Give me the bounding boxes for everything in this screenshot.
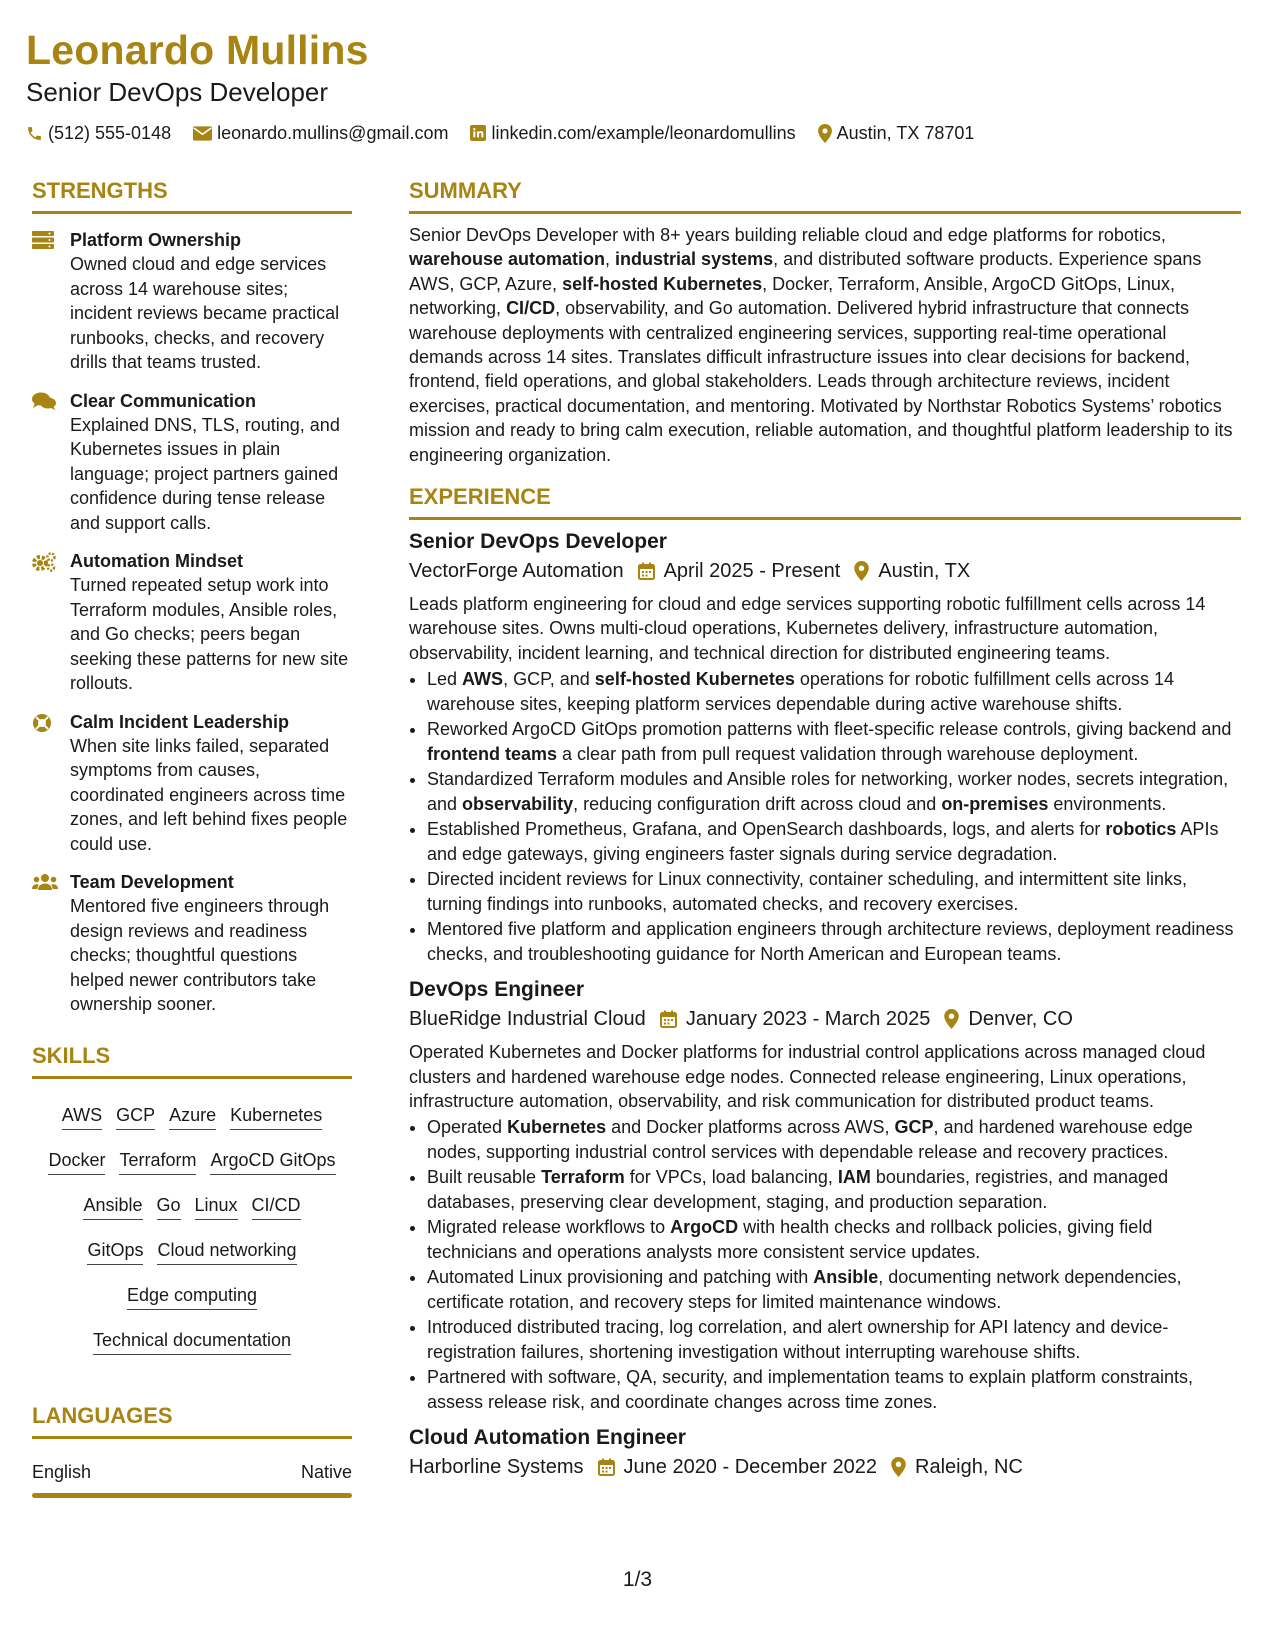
- job-title: Cloud Automation Engineer: [409, 1426, 686, 1450]
- text-run: Led: [427, 669, 463, 690]
- bold-keyword: robotics: [1105, 819, 1177, 840]
- text-run: , and hardened warehouse edge nodes, supporting industrial control services with dependable release and recovery practices.: [427, 1117, 1193, 1162]
- resume-header: [26, 26, 1246, 144]
- bold-keyword: frontend teams: [427, 743, 558, 764]
- job-location: [944, 1006, 1072, 1032]
- strength-desc: Owned cloud and edge services across 14 warehouse sites; incident reviews became practical runbooks, checks, and recovery drills that teams trusted.: [70, 254, 340, 372]
- job-bullet: [427, 1265, 1241, 1314]
- job-description: Leads platform engineering for cloud and edge services supporting robotic fulfillment cells across 14 warehouse sites. Owns multi-cloud operations, Kubernetes delivery, infrastructure automation, observability, incident learning, and technical direction for distributed engineering teams.: [409, 594, 1206, 663]
- text-run: boundaries, registries, and managed databases, preserving clear development, staging, and production separation.: [427, 1167, 1169, 1212]
- summary-section: [409, 178, 1241, 467]
- skill-tag: GCP: [116, 1104, 155, 1130]
- job-bullets: [409, 1115, 1241, 1414]
- job-bullet: [427, 1365, 1241, 1414]
- calendar-icon: [598, 1458, 615, 1476]
- skill-tag: Azure: [169, 1104, 216, 1130]
- job-company: [409, 558, 624, 584]
- text-run: , reducing configuration drift across cloud and: [573, 793, 942, 814]
- jobs-list: [409, 528, 1241, 1480]
- linkedin-text: linkedin.com/example/leonardomullins: [491, 123, 796, 143]
- skill-tag: Technical documentation: [93, 1329, 291, 1355]
- job-meta: [409, 558, 1241, 584]
- bold-keyword: self-hosted Kubernetes: [594, 669, 795, 690]
- chat-icon: [32, 392, 56, 410]
- contact-linkedin[interactable]: [470, 122, 795, 144]
- contact-phone[interactable]: [26, 122, 171, 144]
- contact-location: [818, 122, 975, 144]
- company-name: BlueRidge Industrial Cloud: [409, 1008, 646, 1031]
- job-location: [854, 558, 970, 584]
- linkedin-icon: [470, 125, 486, 141]
- text-run: Reworked ArgoCD GitOps promotion patterns with fleet-specific release controls, giving backend and: [427, 719, 1232, 740]
- job-title: DevOps Engineer: [409, 978, 585, 1002]
- job-bullet: [427, 1315, 1241, 1364]
- section-divider: [32, 1436, 352, 1439]
- strength-title: Clear Communication: [70, 390, 257, 411]
- calendar-icon: [660, 1010, 677, 1028]
- text-run: , and distributed software products. Experience spans AWS, GCP, Azure,: [409, 249, 1202, 294]
- job-bullet: [427, 867, 1241, 916]
- section-divider: [409, 517, 1241, 520]
- text-run: Automated Linux provisioning and patching with: [427, 1267, 814, 1288]
- text-run: with health checks and rollback policies, giving field technicians and operations analysts more consistent service updates.: [427, 1217, 1153, 1262]
- skill-tag: AWS: [62, 1104, 102, 1130]
- languages-section: [32, 1403, 352, 1498]
- skill-tag: Edge computing: [127, 1284, 257, 1310]
- text-run: , documenting network dependencies, certificate rotation, and recovery steps for limited maintenance windows.: [427, 1267, 1182, 1312]
- job-entry: [409, 976, 1241, 1414]
- strength-item: [32, 870, 352, 1017]
- skills-row: [32, 1273, 352, 1318]
- language-level: Native: [300, 1461, 352, 1482]
- candidate-name: Leonardo Mullins: [26, 27, 369, 73]
- strength-item: [32, 389, 352, 536]
- job-entry: [409, 528, 1241, 966]
- strength-item: [32, 549, 352, 696]
- job-bullet: [427, 1215, 1241, 1264]
- job-description: Operated Kubernetes and Docker platforms for industrial control applications across managed cloud clusters and hardened warehouse edge nodes. Connected release engineering, Linux operations, infrastructure automation, observability, and risk communication for distributed product teams.: [409, 1042, 1206, 1111]
- text-run: , observability, and Go automation. Delivered hybrid infrastructure that connects warehouse deployments with centralized engineering services, supporting real-time operational demands across 14 sites. Translates difficult infrastructure issues into clear decisions for backend, frontend, field operations, and global stakeholders. Leads through architecture reviews, incident exercises, practical documentation, and mentoring. Motivated by Northstar Robotics Systems’ robotics mission and ready to bring calm execution, reliable automation, and thoughtful platform leadership to its engineering organization.: [409, 298, 1233, 465]
- location-text: Austin, TX: [878, 560, 971, 583]
- job-bullets: [409, 667, 1241, 966]
- bold-keyword: self-hosted Kubernetes: [562, 273, 763, 294]
- job-entry: [409, 1424, 1241, 1480]
- strengths-heading: STRENGTHS: [32, 178, 168, 203]
- strength-title: Automation Mindset: [70, 551, 243, 571]
- experience-section: [409, 484, 1241, 1480]
- text-run: Built reusable: [427, 1167, 542, 1188]
- job-meta: [409, 1006, 1241, 1032]
- map-pin-icon: [818, 124, 832, 143]
- summary-text: [409, 223, 1241, 467]
- skills-row: [32, 1318, 352, 1363]
- bold-keyword: on-premises: [941, 793, 1049, 814]
- text-run: Mentored five platform and application engineers through architecture reviews, deployment readiness checks, and troubleshooting guidance for North American and European teams.: [427, 919, 1234, 964]
- job-meta: [409, 1454, 1241, 1480]
- section-divider: [32, 1076, 352, 1079]
- map-pin-icon: [854, 561, 869, 581]
- section-divider: [409, 211, 1241, 214]
- map-pin-icon: [891, 1457, 906, 1477]
- strength-desc: Turned repeated setup work into Terraform modules, Ansible roles, and Go checks; peers began seeking these patterns for new site rollouts.: [70, 575, 349, 693]
- bold-keyword: CI/CD: [506, 298, 556, 319]
- location-text: Austin, TX 78701: [836, 123, 975, 143]
- right-column: [409, 178, 1241, 1480]
- text-run: APIs and edge gateways, giving engineers faster signals during service degradation.: [427, 819, 1219, 864]
- job-title: Senior DevOps Developer: [409, 530, 667, 554]
- bold-keyword: AWS: [462, 669, 504, 690]
- contact-email[interactable]: [193, 122, 448, 144]
- text-run: Partnered with software, QA, security, and implementation teams to explain platform constraints, assess release risk, and coordinate changes across time zones.: [427, 1367, 1194, 1412]
- text-run: Senior DevOps Developer with 8+ years building reliable cloud and edge platforms for robotics,: [409, 225, 1166, 245]
- bold-keyword: observability: [462, 793, 574, 814]
- summary-heading: SUMMARY: [409, 178, 522, 203]
- bold-keyword: IAM: [837, 1167, 871, 1188]
- lifebuoy-icon: [32, 713, 52, 733]
- dates-text: April 2025 - Present: [663, 560, 841, 583]
- job-bullet: [427, 717, 1241, 766]
- text-run: Introduced distributed tracing, log correlation, and alert ownership for API latency and device-registration failures, shortening investigation without interrupting warehouse shifts.: [427, 1317, 1169, 1362]
- envelope-icon: [193, 126, 212, 141]
- job-bullet: [427, 817, 1241, 866]
- skills-row: [32, 1183, 352, 1228]
- job-bullet: [427, 767, 1241, 816]
- bold-keyword: Ansible: [813, 1267, 879, 1288]
- experience-heading: EXPERIENCE: [409, 484, 551, 510]
- language-name: English: [32, 1461, 92, 1482]
- text-run: Operated: [427, 1117, 508, 1138]
- page-number: 1/3: [622, 1568, 653, 1591]
- text-run: a clear path from pull request validation through warehouse deployment.: [557, 743, 1139, 764]
- job-bullet: [427, 1115, 1241, 1164]
- server-icon: [32, 231, 54, 249]
- skills-row: [32, 1228, 352, 1273]
- languages-heading: LANGUAGES: [32, 1402, 173, 1428]
- location-text: Denver, CO: [968, 1008, 1073, 1031]
- job-bullet: [427, 917, 1241, 966]
- bold-keyword: warehouse automation: [409, 249, 606, 270]
- strength-item: [32, 710, 352, 857]
- phone-text: (512) 555-0148: [48, 123, 172, 143]
- job-dates: [638, 558, 841, 584]
- job-company: [409, 1006, 646, 1032]
- language-row: [32, 1461, 352, 1483]
- company-name: Harborline Systems: [409, 1456, 584, 1479]
- job-company: [409, 1454, 584, 1480]
- location-text: Raleigh, NC: [915, 1456, 1023, 1479]
- skills-row: [32, 1093, 352, 1138]
- gears-icon: [32, 552, 56, 572]
- candidate-headline: Senior DevOps Developer: [26, 77, 329, 107]
- company-name: VectorForge Automation: [409, 560, 624, 583]
- bold-keyword: Terraform: [541, 1167, 625, 1188]
- dates-text: June 2020 - December 2022: [623, 1456, 878, 1479]
- skill-tag: CI/CD: [252, 1194, 301, 1220]
- skill-tag: ArgoCD GitOps: [210, 1149, 335, 1175]
- strength-title: Platform Ownership: [70, 230, 242, 250]
- strength-title: Team Development: [70, 872, 234, 892]
- text-run: Established Prometheus, Grafana, and OpenSearch dashboards, logs, and alerts for: [427, 819, 1106, 840]
- skills-list: [32, 1093, 352, 1363]
- section-divider: [32, 211, 352, 214]
- skill-tag: Ansible: [83, 1194, 142, 1220]
- map-pin-icon: [944, 1009, 959, 1029]
- left-column: [32, 178, 352, 1498]
- strength-item: [32, 228, 352, 375]
- users-icon: [32, 873, 58, 891]
- bold-keyword: ArgoCD: [670, 1217, 739, 1238]
- strength-desc: Mentored five engineers through design reviews and readiness checks; thoughtful questions helped newer contributors take ownership sooner.: [70, 896, 330, 1014]
- job-dates: [598, 1454, 878, 1480]
- job-location: [891, 1454, 1023, 1480]
- calendar-icon: [638, 562, 655, 580]
- phone-icon: [26, 125, 43, 142]
- job-dates: [660, 1006, 931, 1032]
- text-run: Migrated release workflows to: [427, 1217, 671, 1238]
- text-run: , Docker, Terraform, Ansible, ArgoCD GitOps, Linux, networking,: [409, 273, 1175, 319]
- email-text: leonardo.mullins@gmail.com: [217, 123, 449, 143]
- skill-tag: Terraform: [119, 1149, 196, 1175]
- text-run: ,: [605, 249, 616, 270]
- skill-tag: Go: [157, 1194, 181, 1220]
- skill-tag: Kubernetes: [230, 1104, 322, 1130]
- dates-text: January 2023 - March 2025: [685, 1008, 931, 1031]
- bold-keyword: GCP: [894, 1117, 934, 1138]
- text-run: for VPCs, load balancing,: [624, 1167, 838, 1188]
- language-proficiency-bar: [32, 1493, 352, 1498]
- job-bullet: [427, 667, 1241, 716]
- text-run: and Docker platforms across AWS,: [606, 1117, 895, 1138]
- skills-heading: SKILLS: [32, 1042, 111, 1068]
- text-run: operations for robotic fulfillment cells across 14 warehouse sites, keeping platform services dependable during active warehouse shifts.: [427, 669, 1175, 714]
- job-bullet: [427, 1165, 1241, 1214]
- text-run: Directed incident reviews for Linux connectivity, container scheduling, and intermittent site links, turning findings into runbooks, automated checks, and recovery exercises.: [427, 869, 1188, 914]
- text-run: Standardized Terraform modules and Ansible roles for networking, worker nodes, secrets integration, and: [427, 769, 1229, 814]
- text-run: environments.: [1048, 793, 1167, 814]
- contact-bar: [26, 122, 1246, 144]
- skill-tag: Cloud networking: [157, 1239, 296, 1265]
- skills-section: [32, 1043, 352, 1363]
- skill-tag: Docker: [48, 1149, 105, 1175]
- text-run: , GCP, and: [503, 669, 595, 690]
- skills-row: [32, 1138, 352, 1183]
- skill-tag: GitOps: [87, 1239, 143, 1265]
- bold-keyword: Kubernetes: [507, 1117, 607, 1138]
- skill-tag: Linux: [195, 1194, 238, 1220]
- strength-desc: When site links failed, separated symptoms from causes, coordinated engineers across time zones, and left behind fixes people could use.: [70, 735, 348, 854]
- strengths-section: [32, 178, 352, 1017]
- bold-keyword: industrial systems: [615, 249, 774, 270]
- strength-title: Calm Incident Leadership: [70, 711, 290, 732]
- strength-desc: Explained DNS, TLS, routing, and Kubernetes issues in plain language; project partners gained confidence during tense release and support calls.: [70, 414, 340, 533]
